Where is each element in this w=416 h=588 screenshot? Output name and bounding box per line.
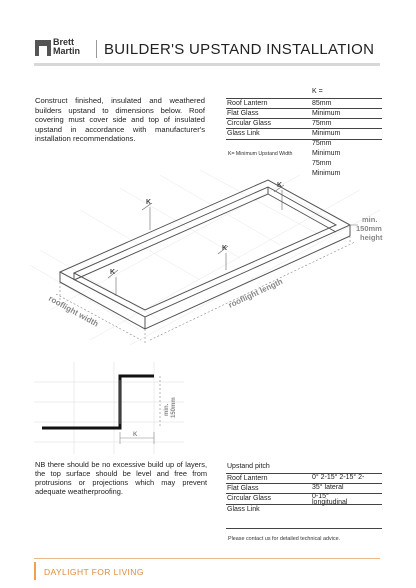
- k-row-name: Glass Link: [227, 130, 260, 137]
- pitch-row-value: 35° lateral: [312, 484, 344, 491]
- k-marker: K: [222, 245, 228, 252]
- detail-grid: [34, 362, 184, 454]
- height-word: height: [360, 233, 383, 242]
- footer-accent-bar: [34, 562, 36, 580]
- k-row-name: Circular Glass: [227, 120, 271, 127]
- height-label: [356, 215, 383, 242]
- detail-k-label: K: [133, 432, 138, 438]
- pitch-row-name: Glass Link: [227, 506, 260, 513]
- contact-note: Please contact us for detailed technical advice.: [228, 536, 341, 542]
- brand-logo-icon: [35, 40, 51, 56]
- header-separator: [96, 40, 97, 58]
- k-marker: K: [110, 269, 116, 276]
- pitch-row-value: 0° 2-15° 2-15° 2-: [312, 474, 365, 481]
- k-row-value: Minimum: [312, 110, 341, 117]
- brand-logo-text: [53, 38, 80, 56]
- k-extra-value: 75mm: [312, 160, 332, 167]
- width-label: rooflight width: [47, 293, 100, 329]
- k-row-value: 85mm: [312, 100, 332, 107]
- pitch-row-name: Flat Glass: [227, 485, 259, 492]
- pitch-row-value-line: longitudinal: [312, 499, 348, 506]
- k-extra-value: Minimum: [312, 170, 341, 177]
- detail-min-value: 150mm: [171, 397, 177, 418]
- upstand-frame: [60, 180, 350, 329]
- upstand-section-detail: [34, 362, 194, 454]
- k-arrows: [108, 185, 284, 296]
- pitch-row-value-line: 0-15°: [312, 493, 329, 500]
- height-value: 150mm: [356, 224, 382, 233]
- footer-tagline: DAYLIGHT FOR LIVING: [44, 567, 144, 577]
- pitch-row-name: Roof Lantern: [227, 475, 268, 482]
- page-title: BUILDER'S UPSTAND INSTALLATION: [104, 41, 375, 58]
- k-marker: K: [277, 182, 283, 189]
- pitch-table-header: Upstand pitch: [227, 463, 270, 470]
- pitch-table-row: [226, 493, 382, 504]
- height-min: min.: [362, 215, 378, 224]
- k-row-value: Minimum: [312, 130, 341, 137]
- upstand-isometric-diagram: [30, 170, 386, 350]
- logo-line-1: Brett: [53, 37, 75, 47]
- footer-rule: [34, 558, 380, 559]
- length-label: rooflight length: [227, 276, 285, 310]
- header-rule: [34, 63, 380, 66]
- logo-line-2: Martin: [53, 46, 80, 56]
- nb-note: NB there should be no excessive build up of layers, the top surface should be level and free from protrusions or projections which may prevent adequate weatherproofing.: [35, 460, 207, 496]
- k-extra-value: 75mm: [312, 140, 332, 147]
- intro-paragraph: Construct finished, insulated and weathered builders upstand to dimensions below. Roof covering must cover side and top of insulated upstand in accordance with manufacturer's installation recommendations.: [35, 96, 205, 144]
- pitch-table-row: [226, 504, 382, 529]
- detail-min-label: min.: [164, 403, 170, 416]
- k-row-name: Roof Lantern: [227, 100, 268, 107]
- k-row-name: Flat Glass: [227, 110, 259, 117]
- pitch-row-name: Circular Glass: [227, 495, 271, 502]
- dimension-guides: [56, 236, 355, 345]
- k-table-header: K =: [312, 88, 323, 95]
- k-extra-value: Minimum: [312, 150, 341, 157]
- k-row-value: 75mm: [312, 120, 332, 127]
- k-table-note: K= Minimum Upstand Width: [228, 151, 293, 157]
- k-marker: K: [146, 199, 152, 206]
- k-table-row: [226, 128, 382, 140]
